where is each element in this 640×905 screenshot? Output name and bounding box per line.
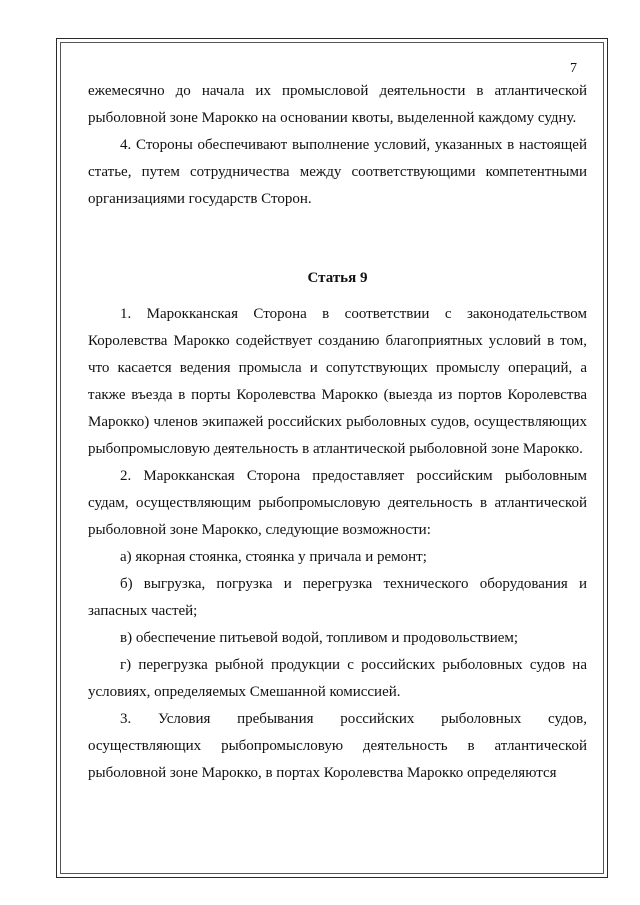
article-item-2a: а) якорная стоянка, стоянка у причала и ремонт; bbox=[120, 549, 427, 565]
article-item-1: 1. Марокканская Сторона в соответствии с законодательством Королевства Марокко содействует созданию благоприятных условий в том, что касается ведения промысла и сопутствующих промыслу операций, а также въезда в порты Королевства Марокко (выезда из портов Королевства Марокко) членов экипажей российских рыболовных судов, осуществляющих рыбопромысловую деятельность в атлантической рыболовной зоне Марокко. bbox=[88, 306, 587, 457]
article-item-3: 3. Условия пребывания российских рыболовных судов, осуществляющих рыбопромысловую деятельность в атлантической рыболовной зоне Марокко, в портах Королевства Марокко определяются bbox=[88, 711, 587, 781]
article-item-2b: б) выгрузка, погрузка и перегрузка технического оборудования и запасных частей; bbox=[88, 576, 587, 619]
article-item-2d: г) перегрузка рыбной продукции с российских рыболовных судов на условиях, определяемых Смешанной комиссией. bbox=[88, 657, 587, 700]
item-4-paragraph: 4. Стороны обеспечивают выполнение условий, указанных в настоящей статье, путем сотрудничества между соответствующими компетентными организациями государств Сторон. bbox=[88, 137, 587, 207]
article-item-2c: в) обеспечение питьевой водой, топливом и продовольствием; bbox=[120, 630, 519, 646]
article-title: Статья 9 bbox=[307, 270, 368, 286]
article-item-2: 2. Марокканская Сторона предоставляет российским рыболовным судам, осуществляющим рыбопромысловую деятельность в атлантической рыболовной зоне Марокко, следующие возможности: bbox=[88, 468, 587, 538]
article-body bbox=[88, 301, 587, 787]
continuation-paragraph: ежемесячно до начала их промысловой деятельности в атлантической рыболовной зоне Марокко на основании квоты, выделенной каждому судну. bbox=[88, 83, 587, 126]
top-text-block bbox=[88, 78, 587, 213]
page-number: 7 bbox=[570, 61, 577, 76]
